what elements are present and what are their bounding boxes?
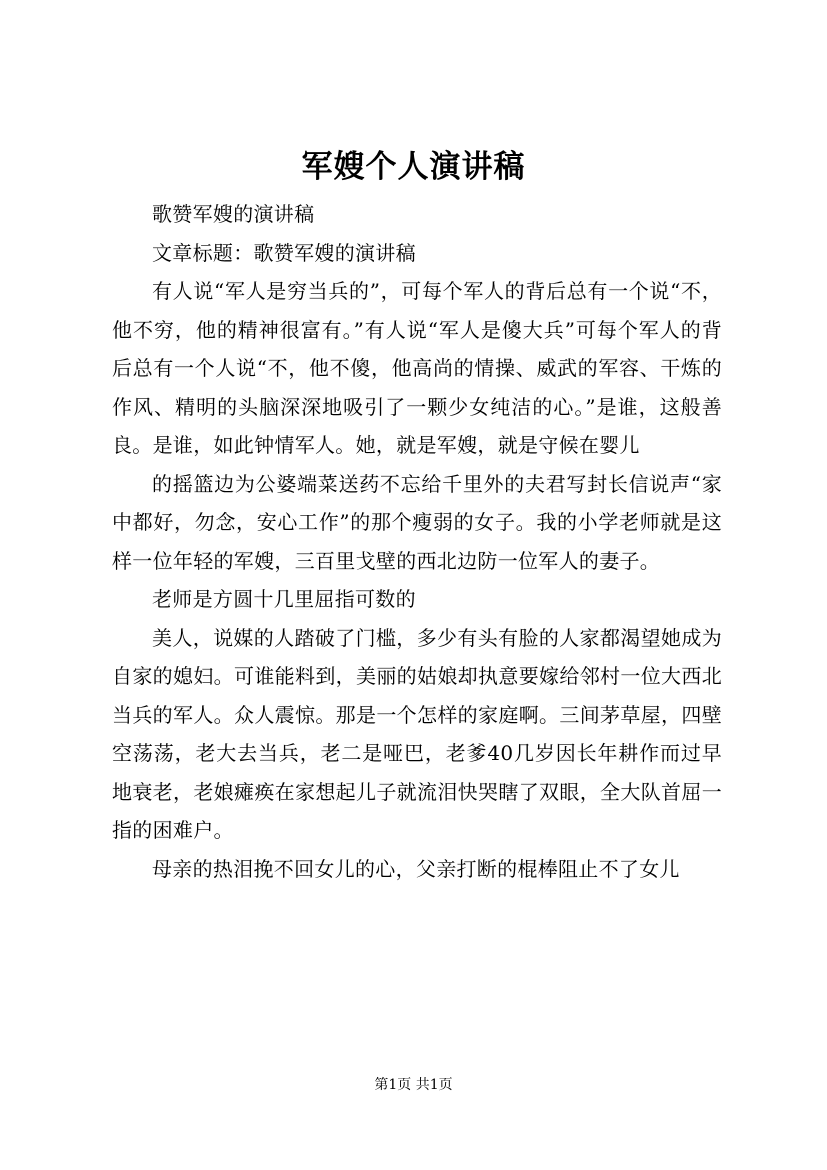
paragraph: 歌赞军嫂的演讲稿 (152, 202, 315, 226)
paragraph: 文章标题：歌赞军嫂的演讲稿 (152, 240, 416, 265)
paragraph: 有人说“军人是穷当兵的”，可每个军人的背后总有一个说“不，他不穷，他的精神很富有。”有人说“军人是傻大兵”可每个军人的背后总有一个人说“不，他不傻，他高尚的情操、威武的军容、干炼的作风、精明的头脑深深地吸引了一颗少女纯洁的心。”是谁，这般善良。是谁，如此钟情军人。她，就是军嫂，就是守候在婴儿 (112, 279, 722, 457)
page-footer: 第1页 共1页 (374, 1077, 453, 1093)
document-title: 军嫂个人演讲稿 (301, 149, 526, 185)
document-body (112, 195, 722, 888)
paragraph: 美人，说媒的人踏破了门槛，多少有头有脸的人家都渴望她成为自家的媳妇。可谁能料到，美丽的姑娘却执意要嫁给邻村一位大西北当兵的军人。众人震惊。那是一个怎样的家庭啊。三间茅草屋，四壁空荡荡，老大去当兵，老二是哑巴，老爹40几岁因长年耕作而过早地衰老，老娘瘫痪在家想起儿子就流泪快哭瞎了双眼，全大队首屈一指的困难户。 (112, 625, 722, 842)
paragraph: 的摇篮边为公婆端菜送药不忘给千里外的夫君写封长信说声“家中都好，勿念，安心工作”的那个瘦弱的女子。我的小学老师就是这样一位年轻的军嫂，三百里戈壁的西北边防一位军人的妻子。 (112, 471, 722, 573)
paragraph: 母亲的热泪挽不回女儿的心，父亲打断的棍棒阻止不了女儿 (152, 856, 680, 881)
paragraph: 老师是方圆十几里屈指可数的 (152, 587, 416, 611)
